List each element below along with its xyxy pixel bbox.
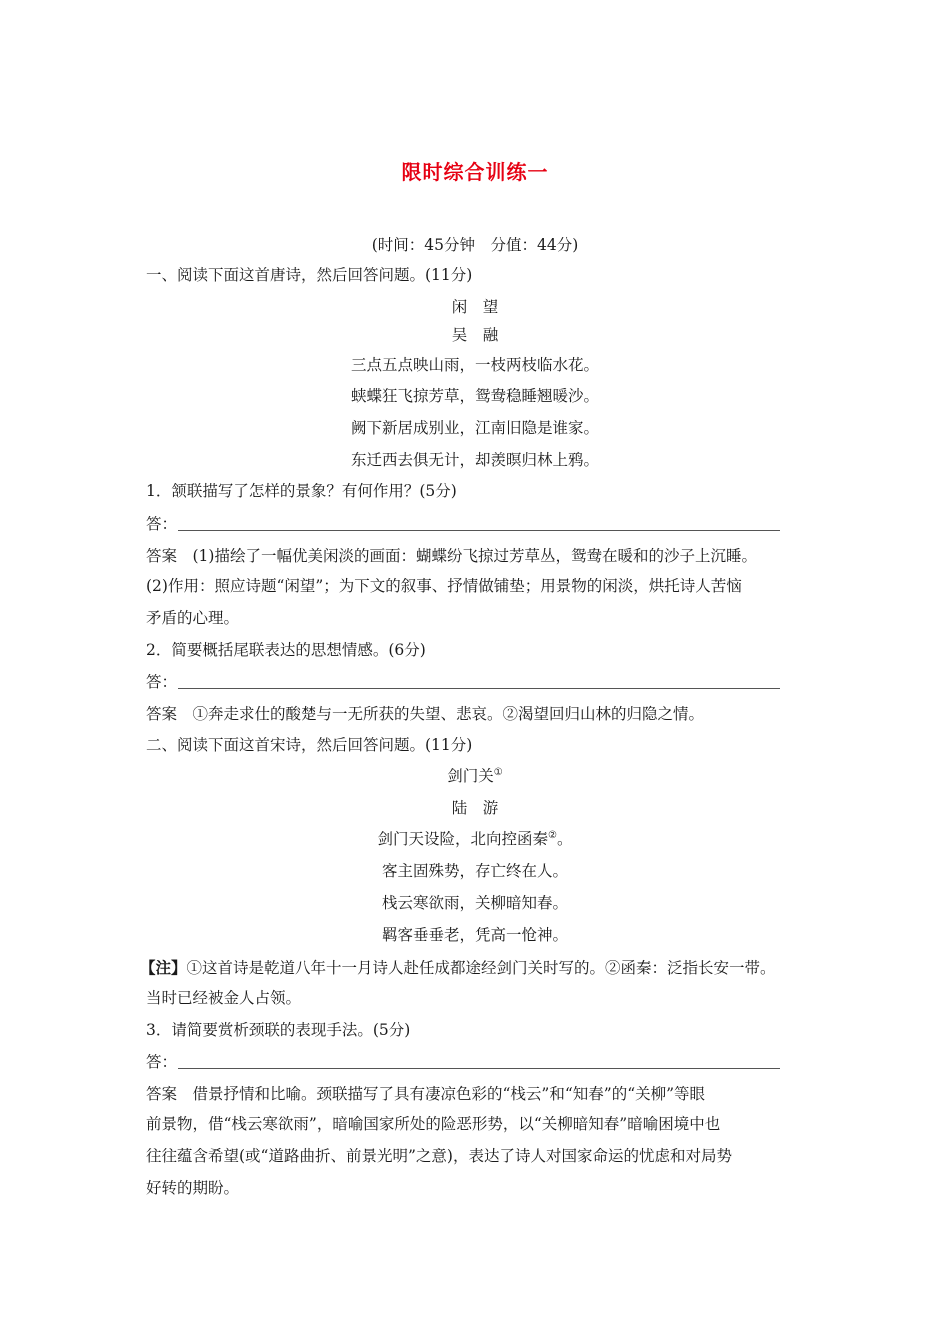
answer-text: 好转的期盼。 — [146, 1179, 240, 1197]
poem1-title: 闲 望 — [451, 298, 499, 316]
question-1: 1．颔联描写了怎样的景象？有何作用？(5分) — [146, 482, 457, 500]
answer-text: 矛盾的心理。 — [146, 609, 240, 627]
poem2-author: 陆 游 — [451, 799, 499, 817]
question-2: 2．简要概括尾联表达的思想情感。(6分) — [146, 641, 426, 659]
poem1-author: 吴 融 — [451, 326, 499, 344]
section2-heading: 二、阅读下面这首宋诗，然后回答问题。(11分) — [146, 736, 473, 754]
answer-text: 答案 借景抒情和比喻。颈联描写了具有凄凉色彩的“栈云”和“知春”的“关柳”等眼 — [146, 1085, 706, 1103]
note-text: ①这首诗是乾道八年十一月诗人赴任成都途经剑门关时写的。②函秦：泛指长安一带。 — [186, 959, 776, 977]
poem2-line — [0, 829, 950, 849]
poem1-line: 三点五点映山雨，一枝两枝临水花。 — [350, 356, 599, 374]
exam-meta: (时间：45分钟 分值：44分) — [371, 236, 579, 254]
poem1-line: 东迁西去俱无计，却羡暝归林上鸦。 — [350, 451, 599, 469]
footnote-mark: ① — [493, 767, 503, 778]
answer-text: 答案 (1)描绘了一幅优美闲淡的画面：蝴蝶纷飞掠过芳草丛，鸳鸯在暖和的沙子上沉睡。 — [146, 547, 757, 565]
question-3: 3．请简要赏析颈联的表现手法。(5分) — [146, 1021, 411, 1039]
poem1-line: 阙下新居成别业，江南旧隐是谁家。 — [350, 419, 599, 437]
answer-text: 往往蕴含希望(或“道路曲折、前景光明”之意)，表达了诗人对国家命运的忧虑和对局势 — [146, 1147, 732, 1165]
answer-text: (2)作用：照应诗题“闲望”；为下文的叙事、抒情做铺垫；用景物的闲淡，烘托诗人苦恼 — [146, 577, 742, 595]
poem2-line: 客主固殊势，存亡终在人。 — [381, 862, 568, 880]
answer-label: 答： — [146, 1053, 178, 1071]
note-line: 当时已经被金人占领。 — [146, 989, 302, 1007]
answer-blank-line[interactable] — [178, 688, 780, 689]
answer-label: 答： — [146, 515, 178, 533]
footnote-mark: ② — [548, 830, 557, 841]
poem1-line: 蛱蝶狂飞掠芳草，鸳鸯稳睡翘暖沙。 — [350, 387, 599, 405]
poem2-title-text: 剑门关 — [447, 767, 494, 785]
answer-text: 前景物，借“栈云寒欲雨”，暗喻国家所处的险恶形势，以“关柳暗知春”暗喻困境中也 — [146, 1115, 721, 1133]
answer-text: 答案 ①奔走求仕的酸楚与一无所获的失望、悲哀。②渴望回归山林的归隐之情。 — [146, 705, 705, 723]
answer-label: 答： — [146, 673, 178, 691]
answer-blank-line[interactable] — [178, 1068, 780, 1069]
page-title: 限时综合训练一 — [401, 160, 549, 184]
poem2-line: 栈云寒欲雨，关柳暗知春。 — [381, 894, 568, 912]
note-tag: 【注】 — [140, 958, 187, 977]
poem2-line-text: 剑门天设险，北向控函秦 — [377, 830, 549, 848]
poem2-line-punct: 。 — [556, 830, 573, 848]
poem2-line: 羁客垂垂老，凭高一怆神。 — [381, 926, 568, 944]
note-line — [140, 958, 776, 978]
section1-heading: 一、阅读下面这首唐诗，然后回答问题。(11分) — [146, 266, 473, 284]
answer-blank-line[interactable] — [178, 530, 780, 531]
poem2-title — [0, 766, 950, 786]
